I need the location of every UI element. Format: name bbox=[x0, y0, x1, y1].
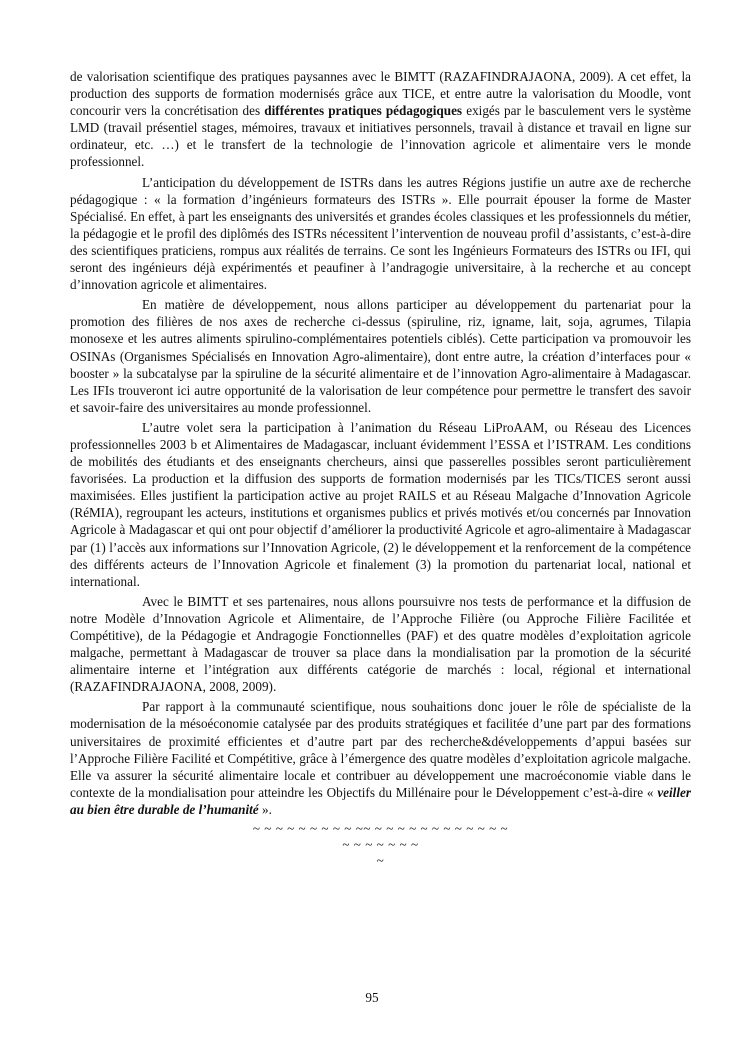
paragraph-text-segment: En matière de développement, nous allons participer au développement du partenariat pour la promotion des filières de nos axes de recherche ci-dessus (spiruline, riz, igname, lait, soja, agrumes, Tilapia monosexe et les autres aliments spirulino-complémentaires potentiels ciblés). Cette participation va promouvoir les OSINAs (Organismes Spécialisés en Innovation Agro-alimentaire), dont entre autre, la création d’interfaces pour « booster » la subcatalyse par la spiruline de la sécurité alimentaire et de l’innovation Agro-alimentaire à Madagascar. Les IFIs trouveront ici autre opportunité de la valorisation de leur compétence pour permettre le transfert des savoir et savoir-faire des universitaires au monde professionnel. bbox=[70, 297, 691, 415]
paragraph-text-segment: L’anticipation du développement de ISTRs dans les autres Régions justifie un autre axe de recherche pédagogique : « la formation d’ingénieurs formateurs des ISTRs ». Elle pourrait épouser la forme de Master Spécialisé. En effet, à part les enseignants des universités et grandes écoles classiques et les professionnels du métier, la pédagogie et le profil des diplômés des ISTRs nécessitent l’intervention de nouveau profil d’assistants, c’est-à-dire des scientifiques praticiens, rompus aux réalités de terrains. Ce sont les Ingénieurs Formateurs des ISTRs ou IFI, qui seront des ingénieurs déjà expérimentés et peaufiner à l’andragogie universitaire, à la recherche et au concept d’innovation agricole et alimentaires. bbox=[70, 174, 691, 293]
tilde-divider-line: ~ ~ ~ ~ ~ ~ ~ ~ ~ ~~ ~ ~ ~ ~ ~ ~ ~ ~ ~ ~ ~ ~ bbox=[252, 821, 509, 837]
page-number: 95 bbox=[365, 990, 379, 1005]
body-text bbox=[70, 68, 691, 818]
document-page bbox=[70, 68, 691, 869]
paragraph-2 bbox=[70, 174, 691, 294]
paragraph-text-segment: Par rapport à la communauté scientifique, nous souhaitions donc jouer le rôle de spécialiste de la modernisation de la mésoéconomie catalysée par des produits stratégiques et facilitée d’une part par des formations universitaires de proximité efficientes et d’autre part par des recherche&développements d’appui basées sur l’Approche Filière Facilité et Compétitive, grâce à l’émergence des quatre modèles d’exploitation agricole malgache. Elle va assurer la sécurité alimentaire locale et contribuer au développement une macroéconomie viable dans le contexte de la mondialisation pour atteindre les Objectifs du Millénaire pour le Développement c’est-à-dire « bbox=[70, 699, 691, 800]
paragraph-1 bbox=[70, 68, 691, 171]
paragraph-text-segment: veiller au bien être durable de l’humanité bbox=[70, 784, 691, 817]
paragraph-3 bbox=[70, 296, 691, 416]
paragraph-text-segment: Avec le BIMTT et ses partenaires, nous allons poursuivre nos tests de performance et la diffusion de notre Modèle d’Innovation Agricole et Alimentaire, de l’Approche Filière (ou Approche Filière Facilitée et Compétitive), de la Pédagogie et Andragogie Fonctionnelles (PAF) et des quatre modèles d’exploitation agricole malgache, permettant à Madagascar de trouver sa place dans la mondialisation par la promotion de la sécurité alimentaire interne et l’intégration aux différents catégorie de marchés : local, régional et international (RAZAFINDRAJAONA, 2008, 2009). bbox=[70, 593, 691, 695]
paragraph-text-segment: de valorisation scientifique des pratiques paysannes avec le BIMTT (RAZAFINDRAJAONA, 2009). A cet effet, la production des supports de formation modernisés grâce aux TICE, et entre autre la valorisation du Moodle, vont concourir vers la concrétisation des bbox=[70, 69, 691, 119]
paragraph-text-segment: ». bbox=[258, 801, 272, 817]
paragraph-text-segment: exigés par le basculement vers le système LMD (travail présentiel stages, mémoires, travaux et initiatives personnels, travail à distance et travail en ligne sur ordinateur, etc. …) et le transfert de la technologie de l’innovation agricole et alimentaire vers le monde professionnel. bbox=[70, 103, 691, 170]
paragraph-text-segment: différentes pratiques pédagogiques bbox=[264, 103, 463, 119]
paragraph-text-segment: L’autre volet sera la participation à l’animation du Réseau LiProAAM, ou Réseau des Licences professionnelles 2003 b et Alimentaires de Madagascar, incluant évidemment l’ESSA et l’ISTRAM. Les conditions de mobilités des étudiants et des enseignants chercheurs, ainsi que passerelles possibles seront particulièrement favorisées. La production et la diffusion des supports de formation modernisés par les TICs/TICES seront aussi maximisées. Elles justifient la participation active au projet RAILS et au Réseau Malgache d’Innovation Agricole (RéMIA), regroupant les acteurs, institutions et organismes publics et privés motivés et/ou concernés par Innovation Agricole à Madagascar et qui ont pour objectif d’améliorer la productivité Agricole et agro-alimentaire à Madagascar par (1) l’accès aux informations sur l’Innovation Agricole, (2) le développement et la renforcement de la compétence des différents acteurs de l’Innovation Agricole et finalement (3) la promotion du partenariat local, national et international. bbox=[70, 419, 691, 589]
tilde-divider-line: ~ ~ ~ ~ ~ ~ ~ bbox=[342, 837, 419, 853]
paragraph-6 bbox=[70, 698, 691, 818]
divider-block bbox=[70, 821, 691, 869]
tilde-divider-line: ~ bbox=[376, 853, 385, 869]
paragraph-5 bbox=[70, 593, 691, 696]
paragraph-4 bbox=[70, 419, 691, 590]
